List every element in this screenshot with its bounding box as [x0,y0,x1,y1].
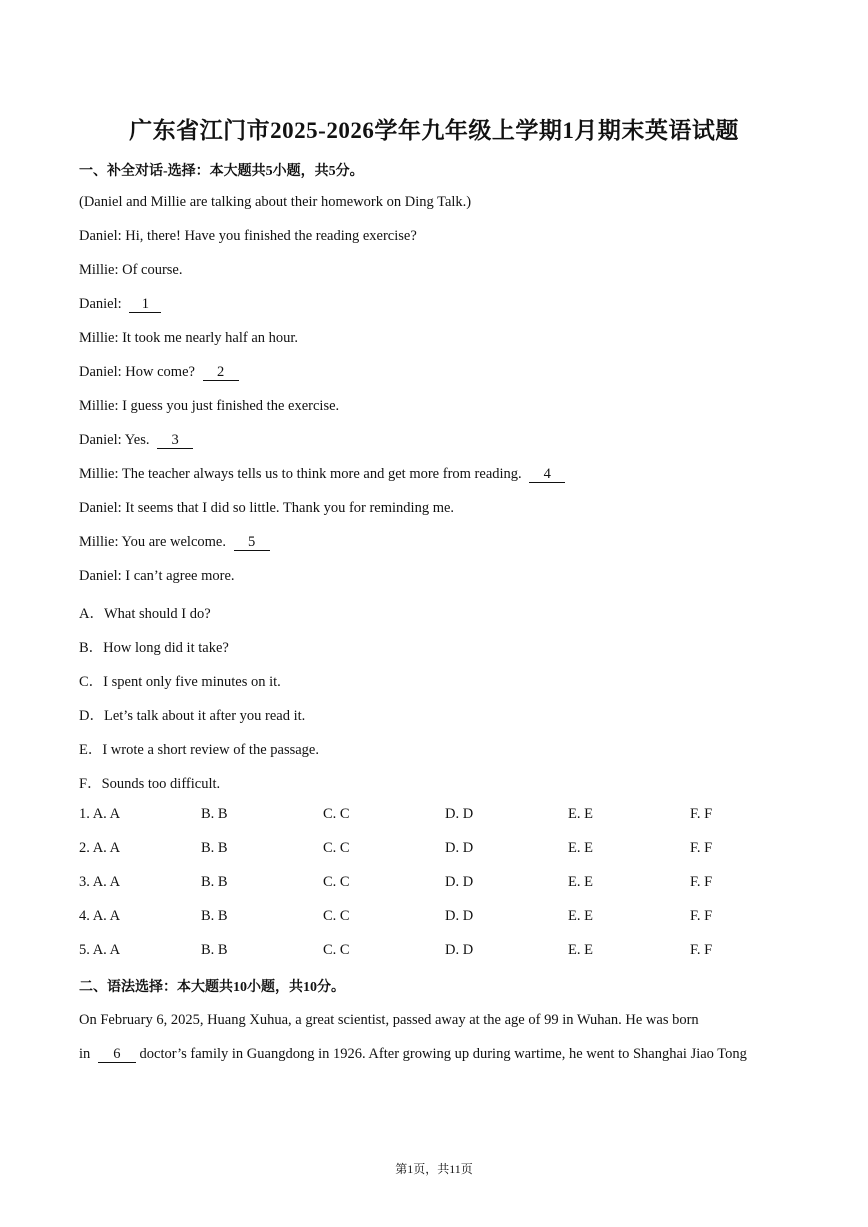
dialogue-text: Daniel: [79,296,122,312]
dialogue-line-6 [79,398,339,415]
answer-row-1 [79,806,799,826]
choice[interactable]: D. D [445,908,474,924]
dialogue-line-3 [79,296,161,313]
dialogue-line-5 [79,364,239,381]
dialogue-line-8 [79,466,565,483]
dialogue-text: Daniel: Hi, there! Have you finished the reading exercise? [79,228,417,244]
section-1-heading: 一、补全对话-选择：本大题共5小题，共5分。 [79,164,364,179]
passage-text: doctor’s family in Guangdong in 1926. After growing up during wartime, he went to Shanghai Jiao Tong [139,1046,747,1062]
choice[interactable]: 3. A. A [79,874,121,890]
choice[interactable]: B. B [201,840,228,856]
dialogue-line-4 [79,330,298,347]
choice[interactable]: C. C [323,806,350,822]
choice[interactable]: E. E [568,806,593,822]
dialogue-text: Millie: You are welcome. [79,534,226,550]
choice[interactable]: C. C [323,908,350,924]
choice[interactable]: D. D [445,806,474,822]
answer-blank-5: 5 [234,535,270,551]
choice[interactable]: 1. A. A [79,806,121,822]
answer-blank-6: 6 [98,1047,136,1063]
choice[interactable]: 2. A. A [79,840,121,856]
dialogue-text: Daniel: I can’t agree more. [79,568,235,584]
section-2-heading: 二、语法选择：本大题共10小题，共10分。 [79,980,345,995]
answer-blank-2: 2 [203,365,239,381]
answer-blank-1: 1 [129,297,161,313]
choice[interactable]: F. F [690,942,713,958]
dialogue-line-7 [79,432,193,449]
answer-row-4 [79,908,799,928]
choice[interactable]: E. E [568,840,593,856]
option-c: C．I spent only five minutes on it. [79,674,281,690]
dialogue-line-1 [79,228,417,245]
choice[interactable]: 4. A. A [79,908,121,924]
answer-blank-3: 3 [157,433,193,449]
dialogue-text: Millie: I guess you just finished the exercise. [79,398,340,414]
choice[interactable]: C. C [323,840,350,856]
dialogue-text: Daniel: Yes. [79,432,150,448]
choice[interactable]: D. D [445,942,474,958]
answer-row-2 [79,840,799,860]
choice[interactable]: F. F [690,874,713,890]
choice[interactable]: C. C [323,874,350,890]
choice[interactable]: F. F [690,908,713,924]
option-e: E．I wrote a short review of the passage. [79,742,319,758]
dialogue-line-9 [79,500,454,517]
option-b: B．How long did it take? [79,640,229,656]
passage-text: in [79,1046,91,1062]
choice[interactable]: D. D [445,840,474,856]
choice[interactable]: B. B [201,806,228,822]
dialogue-text: Daniel: How come? [79,364,195,380]
dialogue-line-2 [79,262,183,279]
choice[interactable]: C. C [323,942,350,958]
page-footer: 第1页，共11页 [395,1162,473,1176]
choice[interactable]: B. B [201,908,228,924]
dialogue-line-10 [79,534,270,551]
dialogue-text: Daniel: It seems that I did so little. Thank you for reminding me. [79,500,455,516]
choice[interactable]: E. E [568,942,593,958]
answer-row-3 [79,874,799,894]
passage-line-2 [79,1046,747,1063]
dialogue-intro: (Daniel and Millie are talking about their homework on Ding Talk.) [79,194,472,210]
dialogue-text: Millie: It took me nearly half an hour. [79,330,299,346]
choice[interactable]: E. E [568,908,593,924]
choice[interactable]: B. B [201,874,228,890]
choice[interactable]: D. D [445,874,474,890]
option-a: A．What should I do? [79,606,211,622]
page-title: 广东省江门市2025-2026学年九年级上学期1月期末英语试题 [129,118,739,143]
dialogue-text: Millie: The teacher always tells us to think more and get more from reading. [79,466,522,482]
choice[interactable]: E. E [568,874,593,890]
answer-blank-4: 4 [529,467,565,483]
option-d: D．Let’s talk about it after you read it. [79,708,306,724]
choice[interactable]: B. B [201,942,228,958]
answer-row-5 [79,942,799,962]
passage-line-1: On February 6, 2025, Huang Xuhua, a great scientist, passed away at the age of 99 in Wuhan. He was born [79,1012,699,1028]
dialogue-text: Millie: Of course. [79,262,183,278]
choice[interactable]: 5. A. A [79,942,121,958]
choice[interactable]: F. F [690,840,713,856]
option-f: F．Sounds too difficult. [79,776,221,792]
choice[interactable]: F. F [690,806,713,822]
dialogue-line-11 [79,568,235,585]
